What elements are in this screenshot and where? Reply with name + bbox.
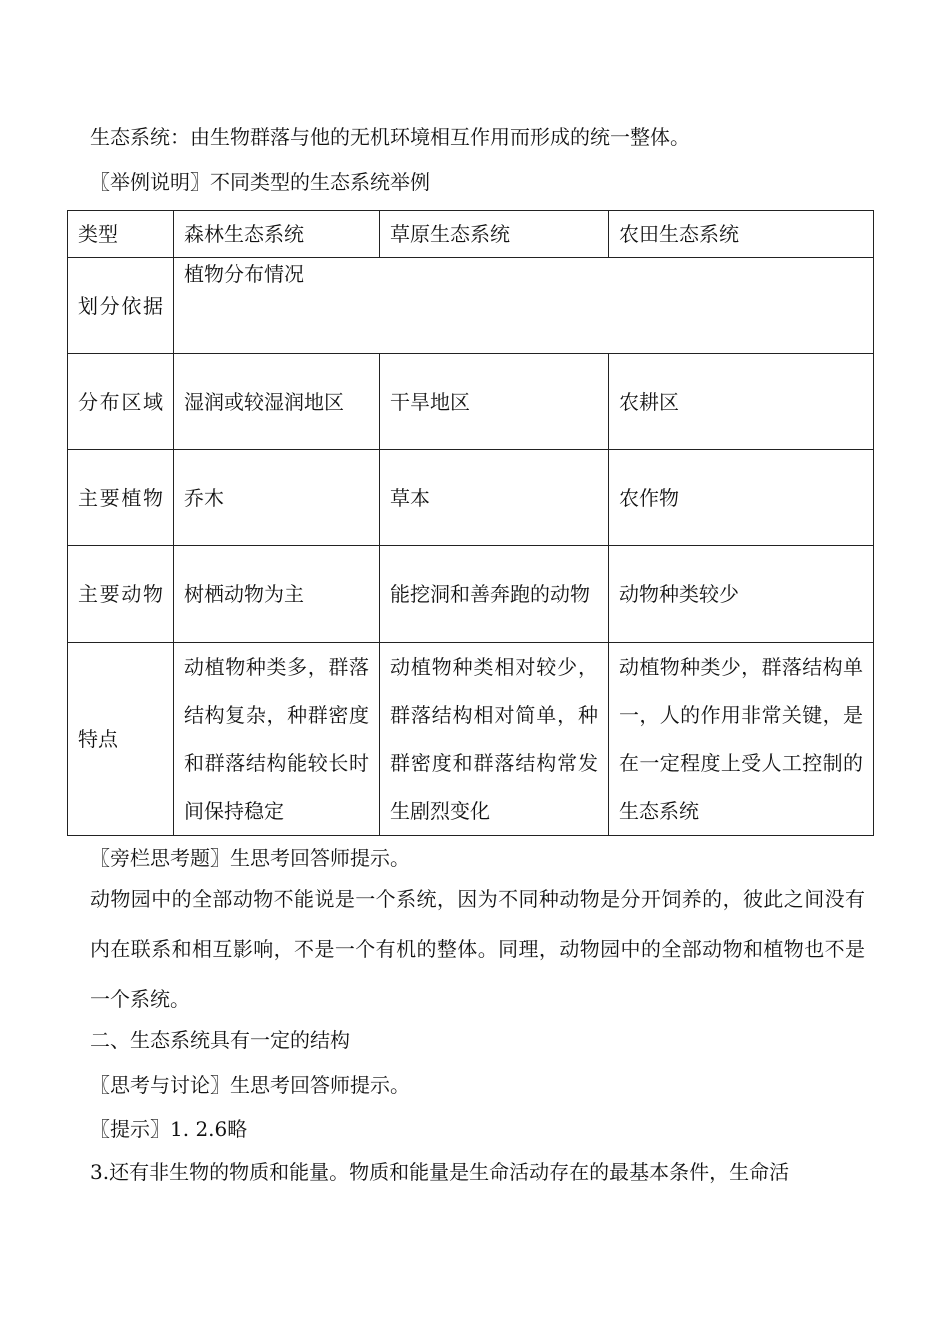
table-cell: 动植物种类多，群落结构复杂，种群密度和群落结构能较长时间保持稳定 <box>174 643 380 836</box>
row-label: 主要植物 <box>68 450 174 546</box>
table-cell: 动植物种类少，群落结构单一，人的作用非常关键，是在一定程度上受人工控制的生态系统 <box>609 643 874 836</box>
table-row-features <box>68 643 874 836</box>
header-cell: 类型 <box>68 211 174 258</box>
table-row-region <box>68 354 874 450</box>
discussion-heading: 〖思考与讨论〗生思考回答师提示。 <box>90 1073 410 1097</box>
header-cell: 农田生态系统 <box>609 211 874 258</box>
table-cell: 湿润或较湿润地区 <box>174 354 380 450</box>
table-cell: 干旱地区 <box>380 354 609 450</box>
table-row-plants <box>68 450 874 546</box>
table-cell: 动物种类较少 <box>609 546 874 643</box>
row-label: 分布区域 <box>68 354 174 450</box>
table-cell: 能挖洞和善奔跑的动物 <box>380 546 609 643</box>
basis-value: 植物分布情况 <box>174 258 874 354</box>
row-label: 主要动物 <box>68 546 174 643</box>
table-cell: 农耕区 <box>609 354 874 450</box>
example-heading: 〖举例说明〗不同类型的生态系统举例 <box>90 170 430 194</box>
table-row-animals <box>68 546 874 643</box>
header-cell: 森林生态系统 <box>174 211 380 258</box>
definition-text: 生态系统：由生物群落与他的无机环境相互作用而形成的统一整体。 <box>90 125 690 149</box>
zoo-paragraph: 动物园中的全部动物不能说是一个系统，因为不同种动物是分开饲养的，彼此之间没有内在联系和相互影响，不是一个有机的整体。同理，动物园中的全部动物和植物也不是一个系统。 <box>90 887 865 1011</box>
header-cell: 草原生态系统 <box>380 211 609 258</box>
table-cell: 农作物 <box>609 450 874 546</box>
table-cell: 草本 <box>380 450 609 546</box>
point-three-text: 3.还有非生物的物质和能量。物质和能量是生命活动存在的最基本条件，生命活 <box>90 1160 790 1184</box>
table-row-basis <box>68 258 874 354</box>
table-cell: 树栖动物为主 <box>174 546 380 643</box>
sidebar-question-heading: 〖旁栏思考题〗生思考回答师提示。 <box>90 846 410 870</box>
row-label: 特点 <box>68 643 174 836</box>
table-row-header <box>68 211 874 258</box>
row-label: 划分依据 <box>68 258 174 354</box>
table-cell: 动植物种类相对较少，群落结构相对简单，种群密度和群落结构常发生剧烈变化 <box>380 643 609 836</box>
section-two-heading: 二、生态系统具有一定的结构 <box>90 1028 350 1052</box>
table-cell: 乔木 <box>174 450 380 546</box>
hint-text: 〖提示〗1. 2.6略 <box>90 1117 248 1141</box>
ecosystem-table <box>67 210 874 836</box>
